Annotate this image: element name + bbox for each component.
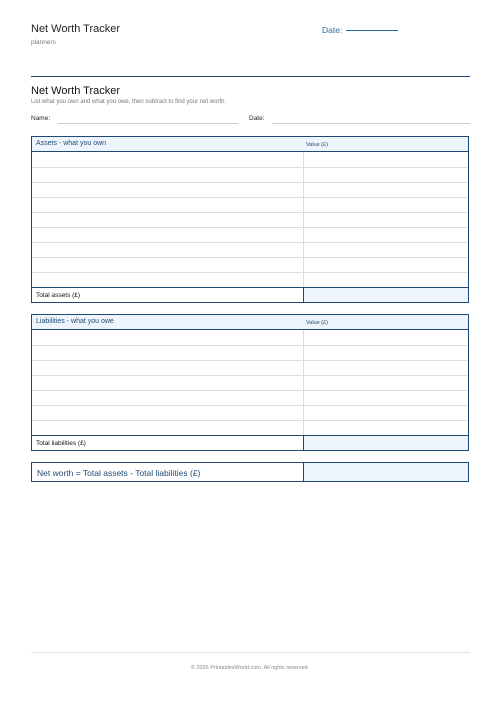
category-label: planners: [31, 39, 56, 46]
net-worth-value[interactable]: [304, 463, 468, 481]
liabilities-total-label: Total liabilities (£): [32, 436, 304, 450]
liabilities-value-cell[interactable]: [304, 376, 468, 390]
assets-item-cell[interactable]: [32, 213, 304, 227]
liabilities-value-cell[interactable]: [304, 330, 468, 345]
net-worth-row: [31, 462, 469, 482]
page-title: Net Worth Tracker: [31, 23, 121, 35]
liabilities-value-cell[interactable]: [304, 391, 468, 405]
date-field[interactable]: [272, 123, 470, 124]
assets-row: [32, 212, 468, 227]
assets-row: [32, 272, 468, 287]
assets-value-cell[interactable]: [304, 243, 468, 257]
footer-rule: [31, 652, 470, 653]
liabilities-total-value[interactable]: [304, 436, 468, 450]
liabilities-value-header: Value (£): [306, 320, 328, 326]
assets-total-label: Total assets (£): [32, 288, 304, 302]
liabilities-row: [32, 420, 468, 435]
liabilities-item-cell[interactable]: [32, 421, 304, 435]
assets-row: [32, 227, 468, 242]
liabilities-row: [32, 360, 468, 375]
liabilities-row: [32, 330, 468, 345]
liabilities-header-row: [32, 315, 468, 330]
assets-value-cell[interactable]: [304, 168, 468, 182]
date-label: Date:: [249, 115, 265, 122]
liabilities-item-cell[interactable]: [32, 376, 304, 390]
liabilities-value-cell[interactable]: [304, 421, 468, 435]
assets-total-value[interactable]: [304, 288, 468, 302]
assets-value-cell[interactable]: [304, 152, 468, 167]
header-rule: [31, 76, 470, 77]
assets-item-cell[interactable]: [32, 228, 304, 242]
liabilities-value-cell[interactable]: [304, 346, 468, 360]
assets-value-cell[interactable]: [304, 213, 468, 227]
liabilities-item-cell[interactable]: [32, 346, 304, 360]
footer-copyright: © 2026 PrintablesWorld.com. All rights reserved.: [190, 665, 310, 671]
assets-row: [32, 242, 468, 257]
assets-total-row: [32, 287, 468, 302]
instructions-text: List what you own and what you owe, then subtract to find your net worth.: [31, 99, 227, 105]
name-label: Name:: [31, 115, 51, 122]
assets-item-cell[interactable]: [32, 198, 304, 212]
assets-item-cell[interactable]: [32, 168, 304, 182]
assets-value-cell[interactable]: [304, 228, 468, 242]
assets-row: [32, 257, 468, 272]
liabilities-item-cell[interactable]: [32, 361, 304, 375]
assets-item-cell[interactable]: [32, 183, 304, 197]
section-title: Net Worth Tracker: [31, 85, 121, 97]
liabilities-total-row: [32, 435, 468, 450]
liabilities-row: [32, 375, 468, 390]
assets-value-cell[interactable]: [304, 258, 468, 272]
assets-item-cell[interactable]: [32, 273, 304, 287]
liabilities-table: [31, 314, 469, 451]
assets-value-cell[interactable]: [304, 183, 468, 197]
header-date: [322, 25, 398, 35]
net-worth-label: Net worth = Total assets - Total liabilities (£): [32, 463, 304, 481]
assets-row: [32, 197, 468, 212]
name-field[interactable]: [58, 123, 238, 124]
liabilities-item-cell[interactable]: [32, 330, 304, 345]
liabilities-row: [32, 345, 468, 360]
assets-value-cell[interactable]: [304, 198, 468, 212]
liabilities-value-cell[interactable]: [304, 361, 468, 375]
assets-row: [32, 182, 468, 197]
liabilities-row: [32, 405, 468, 420]
assets-header-row: [32, 137, 468, 152]
liabilities-item-cell[interactable]: [32, 391, 304, 405]
assets-item-cell[interactable]: [32, 152, 304, 167]
assets-value-header: Value (£): [306, 142, 328, 148]
assets-heading: Assets - what you own: [36, 140, 107, 147]
liabilities-item-cell[interactable]: [32, 406, 304, 420]
liabilities-heading: Liabilities - what you owe: [36, 318, 114, 325]
assets-table: [31, 136, 469, 303]
assets-row: [32, 152, 468, 167]
assets-row: [32, 167, 468, 182]
assets-value-cell[interactable]: [304, 273, 468, 287]
assets-item-cell[interactable]: [32, 243, 304, 257]
header-date-line[interactable]: [346, 30, 398, 31]
liabilities-row: [32, 390, 468, 405]
header-date-label: Date:: [322, 25, 343, 35]
liabilities-value-cell[interactable]: [304, 406, 468, 420]
assets-item-cell[interactable]: [32, 258, 304, 272]
